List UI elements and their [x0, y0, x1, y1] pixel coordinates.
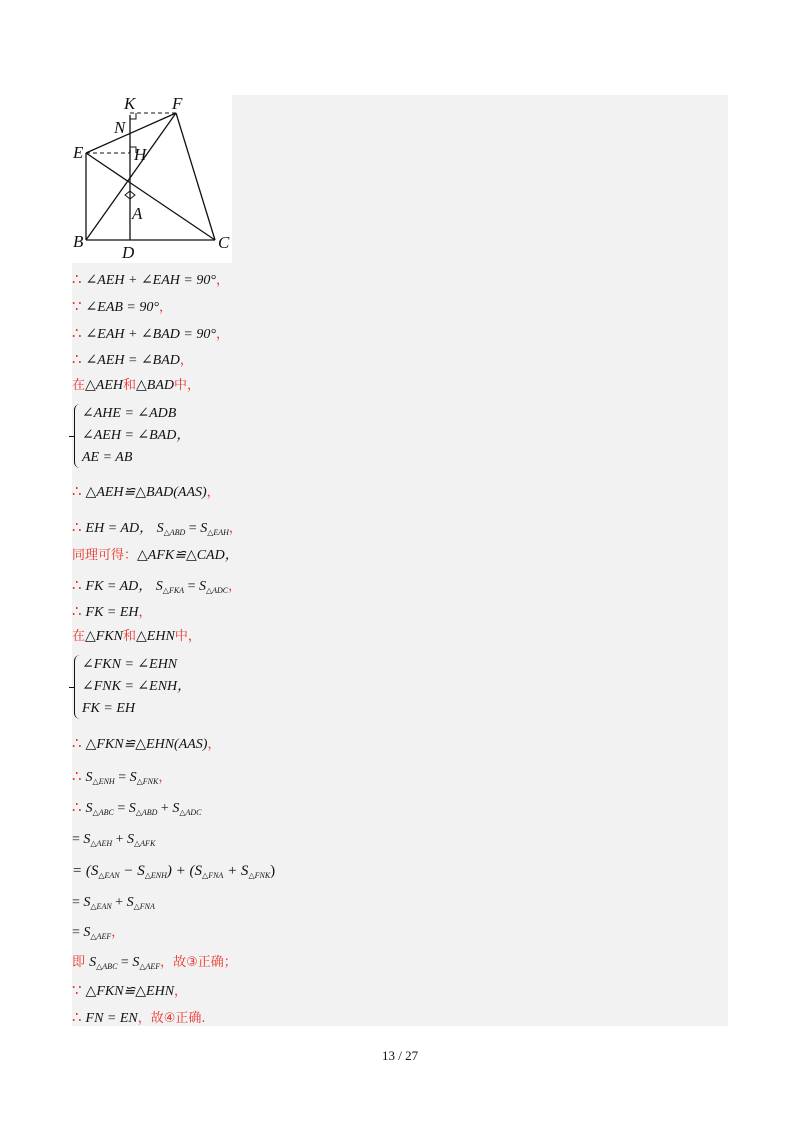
proof-line: = $(S_{\triangle EAN} - S_{\triangle ENH}) + (S_{\triangle FNA} + S_{\triangle FNK})$ — [72, 863, 276, 880]
system-line: ∠AEH = ∠BAD， — [82, 428, 191, 443]
proof-line: ∴ ∠AEH + ∠EAH = 90°， — [72, 272, 229, 288]
system-line: AE = AB — [82, 450, 133, 465]
geometry-diagram — [72, 95, 232, 263]
label-a: A — [132, 204, 143, 223]
system-line: ∠AHE = ∠ADB — [82, 406, 177, 421]
proof-line: 在△AEH和△BAD中， — [72, 378, 201, 393]
proof-line: ∴ △FKN≌△EHN(AAS)， — [72, 736, 221, 752]
proof-line: ∴ ∠AEH = ∠BAD， — [72, 352, 193, 368]
geometry-figure — [72, 95, 232, 263]
label-e: E — [73, 143, 84, 162]
label-h: H — [134, 145, 147, 164]
proof-line: ∴ $S_{\triangle ENH} = S_{\triangle FNK}$， — [72, 769, 172, 786]
label-b: B — [73, 232, 84, 251]
proof-line: ∴ △AEH≌△BAD(AAS)， — [72, 484, 220, 500]
system-line: ∠FKN = ∠EHN — [82, 657, 178, 672]
proof-line: ∴ $S_{\triangle ABC} = S_{\triangle ABD} + S_{\triangle ADC}$ — [72, 800, 202, 817]
label-f: F — [172, 95, 183, 113]
proof-line: ∵ △FKN≌△EHN， — [72, 983, 188, 999]
system-line: FK = EH — [82, 701, 135, 716]
proof-line: = $S_{\triangle AEF}$， — [72, 925, 125, 941]
page-number: 13 / 27 — [381, 1048, 419, 1063]
proof-line: ∴ FK = EH， — [72, 604, 152, 620]
proof-line: 在△FKN和△EHN中， — [72, 629, 201, 644]
segment-fc — [176, 113, 215, 240]
system-line: ∠FNK = ∠ENH， — [82, 679, 192, 694]
proof-line: = $S_{\triangle EAN} + S_{\triangle FNA}$ — [72, 895, 155, 911]
label-d: D — [122, 243, 135, 262]
label-n: N — [114, 118, 126, 137]
proof-line: ∵ ∠EAB = 90°， — [72, 299, 172, 315]
proof-line: = $S_{\triangle AEH} + S_{\triangle AFK}$ — [72, 832, 156, 848]
proof-line: ∴ EH = AD， $S_{\triangle ABD} = S_{\triangle EAH}$， — [72, 520, 242, 537]
proof-line: ∴ FN = EN，故④正确. — [72, 1010, 206, 1026]
right-angle-k — [130, 113, 136, 119]
label-k: K — [124, 95, 136, 113]
proof-line: ∴ ∠EAH + ∠BAD = 90°， — [72, 326, 229, 342]
proof-line: ∴ FK = AD， $S_{\triangle FKA} = S_{\triangle ADC}$， — [72, 578, 242, 595]
label-c: C — [218, 233, 230, 252]
proof-line: 同理可得：△AFK≌△CAD， — [72, 548, 239, 563]
segment-bf — [86, 113, 176, 240]
proof-line: 即 $S_{\triangle ABC} = S_{\triangle AEF}$，故③正确； — [72, 955, 237, 971]
segment-ec — [86, 153, 215, 240]
